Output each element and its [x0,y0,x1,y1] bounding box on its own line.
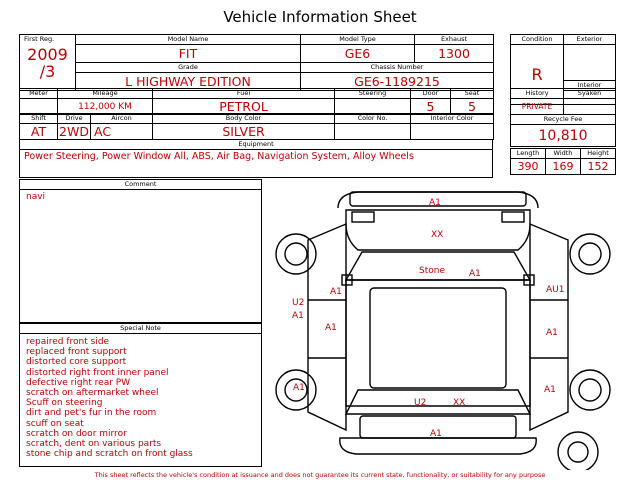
mark-left-front-fender-u2: U2 [292,298,305,308]
wheel-front-left-hub [285,243,307,265]
color-table [19,113,494,140]
spare-wheel [558,432,598,470]
spec-table [19,88,494,115]
history-label: History [525,89,549,97]
dimensions-table [510,148,616,175]
drive-label: Drive [65,114,83,122]
mileage-label: Mileage [92,89,118,97]
model-name-value: FIT [178,45,198,61]
aircon-value: AC [94,123,112,139]
steering-label: Steering [358,89,387,97]
interior-label: Interior [577,81,602,89]
syaken-label: Syaken [577,89,602,97]
wheel-rear-right [570,370,610,410]
condition-label: Condition [521,35,553,43]
first-reg-label: First Reg. [24,35,55,43]
fuel-value: PETROL [219,98,268,114]
right-side-outline [530,224,568,430]
equipment-value: Power Steering, Power Window All, ABS, Air Bag, Navigation System, Alloy Wheels [24,151,414,162]
car-damage-diagram [268,180,618,470]
roof-outline [370,288,506,388]
door-value: 5 [426,98,435,114]
condition-value: R [531,64,543,84]
history-table [510,88,616,147]
mark-right-rear-quarter: A1 [544,385,556,395]
special-note-line: scratch on aftermarket wheel [26,388,159,399]
grade-value: L HIGHWAY EDITION [125,73,251,89]
fuel-label: Fuel [236,89,251,97]
mileage-value: 112,000 KM [78,101,132,112]
history-value: PRIVATE [521,102,553,111]
special-note-line: defective right rear PW [26,377,131,388]
mark-rear-u2: U2 [414,398,427,408]
drive-value: 2WD [59,123,89,139]
seat-label: Seat [464,89,480,97]
length-value: 390 [517,160,539,173]
right-headlight [502,212,524,222]
wheel-front-right-hub [579,243,601,265]
equipment-label: Equipment [238,140,274,148]
mark-windshield-a1: A1 [469,269,481,279]
special-note-line: stone chip and scratch on front glass [26,449,193,460]
special-note-line: scratch, dent on various parts [26,439,162,450]
body-color-label: Body Color [225,114,262,122]
width-label: Width [553,149,573,157]
rear-window-outline [346,390,530,414]
special-note-line: replaced front support [26,347,127,358]
height-value: 152 [587,160,609,173]
comment-label: Comment [20,180,261,190]
aircon-label: Aircon [111,114,132,122]
body-color-value: SILVER [222,123,265,139]
exterior-label: Exterior [576,35,603,43]
color-no-label: Color No. [357,114,388,122]
mark-left-front-fender-a1: A1 [292,311,304,321]
mark-left-front-door: A1 [325,323,337,333]
comment-list [20,190,261,204]
comment-line: navi [26,192,46,202]
special-note-line: Scuff on steering [26,398,103,409]
spare-wheel-hub [568,442,588,462]
width-value: 169 [552,160,574,173]
special-note-line: distorted right front inner panel [26,367,169,378]
seat-value: 5 [468,98,476,114]
mark-left-rear-door: A1 [293,383,305,393]
chassis-number-label: Chassis Number [370,63,424,71]
wheel-front-left [276,234,316,274]
length-label: Length [516,149,540,157]
mark-windshield-stone: Stone [419,266,445,276]
mark-front-bumper: A1 [429,198,441,208]
special-note-line: repaired front side [26,337,110,347]
mark-hood: XX [431,230,444,240]
recycle-fee-value: 10,810 [538,127,588,144]
left-headlight [352,212,374,222]
mark-left-front-door-outer: A1 [330,287,342,297]
mark-rear-xx: XX [453,398,466,408]
special-note-line: dirt and pet's fur in the room [26,408,157,419]
door-label: Door [422,89,439,97]
special-note-list [20,334,261,461]
recycle-fee-label: Recycle Fee [543,115,583,123]
comment-box [19,179,262,323]
special-note-line: distorted core support [26,357,127,368]
disclaimer-footer: This sheet reflects the vehicle's condition at issuance and does not guarantee its current state, functionality, or suitability for any purpose [94,471,546,479]
chassis-number-value: GE6-1189215 [354,73,440,89]
exhaust-value: 1300 [438,45,470,61]
vehicle-info-table [19,34,494,91]
shift-label: Shift [31,114,46,122]
exhaust-label: Exhaust [440,35,468,43]
mark-right-rear-door: A1 [546,328,558,338]
interior-color-label: Interior Color [430,114,474,122]
wheel-front-right [570,234,610,274]
meter-label: Meter [29,89,48,97]
model-type-label: Model Type [339,35,376,43]
first-reg-cell [20,35,76,91]
shift-value: AT [30,123,47,139]
cabin-outline [346,280,530,406]
page-title: Vehicle Information Sheet [223,8,417,26]
model-name-label: Model Name [167,35,209,43]
first-reg-value: 2009 /3 [27,45,68,81]
grade-label: Grade [178,63,198,71]
mark-right-front-door: AU1 [546,285,565,295]
height-label: Height [587,149,609,157]
model-type-value: GE6 [344,45,371,61]
special-note-label: Special Note [20,324,261,334]
special-note-line: scuff on seat [26,418,84,429]
special-note-line: scratch on door mirror [26,428,127,439]
special-note-box [19,323,262,467]
mark-rear-bumper: A1 [430,429,442,439]
wheel-rear-right-hub [579,379,601,401]
equipment-table [19,139,493,178]
rear-bumper-outline [340,438,536,454]
